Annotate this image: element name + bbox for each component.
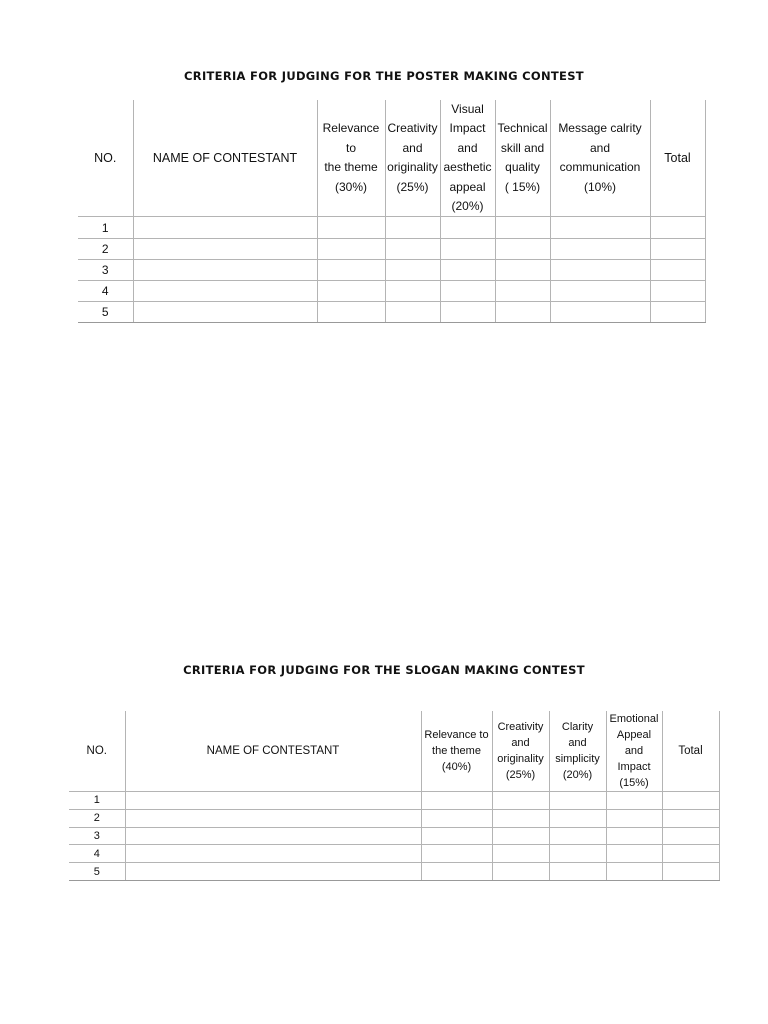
score-cell[interactable]	[385, 302, 440, 323]
contestant-name-cell[interactable]	[133, 281, 317, 302]
row-number: 5	[69, 863, 125, 881]
row-number: 1	[78, 217, 133, 238]
score-cell[interactable]	[495, 238, 550, 259]
row-number: 4	[78, 281, 133, 302]
score-cell[interactable]	[317, 302, 385, 323]
score-cell[interactable]	[385, 238, 440, 259]
contestant-name-cell[interactable]	[133, 217, 317, 238]
score-cell[interactable]	[492, 845, 549, 863]
header-name-of-contestant: NAME OF CONTESTANT	[125, 711, 421, 792]
slogan-criteria-title: CRITERIA FOR JUDGING FOR THE SLOGAN MAKING CONTEST	[183, 663, 585, 677]
table-row	[78, 238, 705, 259]
score-cell[interactable]	[549, 845, 606, 863]
header-total: Total	[662, 711, 719, 792]
table-row	[78, 281, 705, 302]
score-cell[interactable]	[317, 238, 385, 259]
header-clarity: Clarity and simplicity (20%)	[549, 711, 606, 792]
score-cell[interactable]	[440, 259, 495, 280]
table-row	[69, 809, 719, 827]
score-cell[interactable]	[495, 259, 550, 280]
contestant-name-cell[interactable]	[125, 809, 421, 827]
table-row	[69, 792, 719, 810]
header-creativity: Creativity and originality (25%)	[385, 100, 440, 217]
score-cell[interactable]	[492, 809, 549, 827]
total-cell[interactable]	[662, 827, 719, 845]
header-no: NO.	[78, 100, 133, 217]
header-relevance: Relevance to the theme (40%)	[421, 711, 492, 792]
total-cell[interactable]	[650, 281, 705, 302]
row-number: 4	[69, 845, 125, 863]
row-number: 2	[69, 809, 125, 827]
row-number: 3	[69, 827, 125, 845]
header-name-of-contestant: NAME OF CONTESTANT	[133, 100, 317, 217]
score-cell[interactable]	[421, 845, 492, 863]
score-cell[interactable]	[495, 281, 550, 302]
score-cell[interactable]	[550, 217, 650, 238]
total-cell[interactable]	[662, 863, 719, 881]
poster-criteria-title: CRITERIA FOR JUDGING FOR THE POSTER MAKING CONTEST	[184, 69, 584, 83]
score-cell[interactable]	[317, 281, 385, 302]
score-cell[interactable]	[385, 259, 440, 280]
score-cell[interactable]	[440, 281, 495, 302]
score-cell[interactable]	[421, 792, 492, 810]
score-cell[interactable]	[549, 863, 606, 881]
slogan-criteria-table	[69, 711, 720, 881]
table-row	[69, 827, 719, 845]
contestant-name-cell[interactable]	[133, 259, 317, 280]
score-cell[interactable]	[421, 809, 492, 827]
score-cell[interactable]	[421, 863, 492, 881]
header-relevance: Relevance to the theme (30%)	[317, 100, 385, 217]
score-cell[interactable]	[317, 259, 385, 280]
score-cell[interactable]	[385, 217, 440, 238]
header-row	[78, 100, 705, 217]
header-no: NO.	[69, 711, 125, 792]
table-row	[69, 845, 719, 863]
header-visual-impact: Visual Impact and aesthetic appeal (20%)	[440, 100, 495, 217]
total-cell[interactable]	[650, 217, 705, 238]
contestant-name-cell[interactable]	[125, 792, 421, 810]
score-cell[interactable]	[550, 281, 650, 302]
score-cell[interactable]	[550, 302, 650, 323]
score-cell[interactable]	[606, 827, 662, 845]
contestant-name-cell[interactable]	[125, 863, 421, 881]
row-number: 5	[78, 302, 133, 323]
row-number: 2	[78, 238, 133, 259]
table-row	[78, 217, 705, 238]
contestant-name-cell[interactable]	[125, 827, 421, 845]
contestant-name-cell[interactable]	[133, 238, 317, 259]
header-message-clarity: Message calrity and communication (10%)	[550, 100, 650, 217]
table-row	[78, 259, 705, 280]
score-cell[interactable]	[495, 217, 550, 238]
score-cell[interactable]	[492, 792, 549, 810]
table-row	[69, 863, 719, 881]
header-creativity: Creativity and originality (25%)	[492, 711, 549, 792]
contestant-name-cell[interactable]	[133, 302, 317, 323]
header-row	[69, 711, 719, 792]
table-row	[78, 302, 705, 323]
score-cell[interactable]	[495, 302, 550, 323]
total-cell[interactable]	[662, 792, 719, 810]
score-cell[interactable]	[606, 792, 662, 810]
total-cell[interactable]	[650, 259, 705, 280]
score-cell[interactable]	[606, 845, 662, 863]
header-technical-skill: Technical skill and quality ( 15%)	[495, 100, 550, 217]
total-cell[interactable]	[650, 238, 705, 259]
score-cell[interactable]	[606, 809, 662, 827]
score-cell[interactable]	[606, 863, 662, 881]
score-cell[interactable]	[549, 827, 606, 845]
score-cell[interactable]	[440, 238, 495, 259]
total-cell[interactable]	[662, 845, 719, 863]
poster-criteria-table	[78, 100, 706, 323]
score-cell[interactable]	[440, 217, 495, 238]
score-cell[interactable]	[549, 809, 606, 827]
score-cell[interactable]	[549, 792, 606, 810]
score-cell[interactable]	[550, 238, 650, 259]
score-cell[interactable]	[440, 302, 495, 323]
row-number: 1	[69, 792, 125, 810]
score-cell[interactable]	[492, 863, 549, 881]
score-cell[interactable]	[421, 827, 492, 845]
score-cell[interactable]	[317, 217, 385, 238]
row-number: 3	[78, 259, 133, 280]
total-cell[interactable]	[650, 302, 705, 323]
score-cell[interactable]	[492, 827, 549, 845]
total-cell[interactable]	[662, 809, 719, 827]
contestant-name-cell[interactable]	[125, 845, 421, 863]
score-cell[interactable]	[385, 281, 440, 302]
header-total: Total	[650, 100, 705, 217]
header-emotional-appeal: Emotional Appeal and Impact (15%)	[606, 711, 662, 792]
score-cell[interactable]	[550, 259, 650, 280]
